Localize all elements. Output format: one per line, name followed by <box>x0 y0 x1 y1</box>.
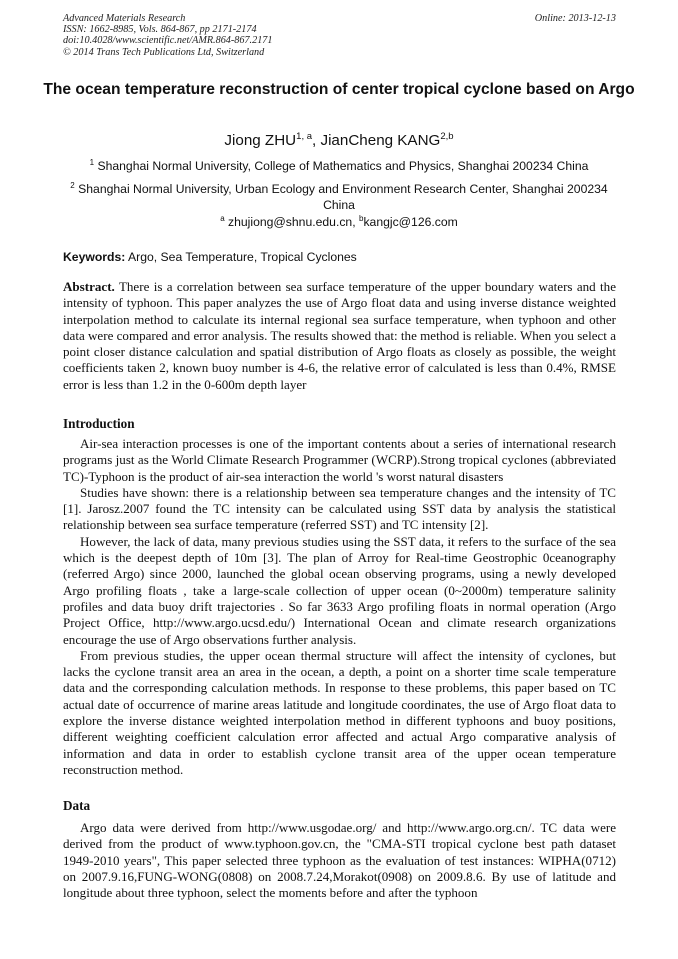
author-separator: , <box>312 132 321 150</box>
keywords-label: Keywords: <box>63 250 126 264</box>
email-marker: a <box>220 214 225 223</box>
affiliation-text: Shanghai Normal University, College of Mathematics and Physics, Shanghai 200234 China <box>97 159 589 174</box>
affiliation-marker: 1 <box>89 158 95 167</box>
affiliation-text: Shanghai Normal University, Urban Ecology and Environment Research Center, Shanghai 200234 China <box>78 182 608 212</box>
abstract-label: Abstract. <box>63 279 115 294</box>
author-superscript: 2,b <box>440 131 454 142</box>
email-address: kangjc@126.com <box>363 215 458 230</box>
introduction-heading: Introduction <box>63 416 135 431</box>
copyright-line: © 2014 Trans Tech Publications Ltd, Switzerland <box>63 46 265 58</box>
paragraph: Argo data were derived from http://www.usgodae.org/ and http://www.argo.org.cn/. TC data were derived from the product of www.typhoon.gov.cn, the "CMA-STI tropical cyclone best path dataset 1949-2010 years", This paper selected three typhoon as the evaluation of test instances: WIPHA(0712) on 2007.9.16,FUNG-WONG(0808) on 2008.7.24,Morakot(0908) on 2009.8.6. By use of latitude and longitude about three typhoon, select the moments before and after the typhoon <box>63 820 616 901</box>
author-superscript: 1, a <box>296 131 313 142</box>
email-address: zhujiong@shnu.edu.cn <box>228 215 353 230</box>
abstract-paragraph <box>63 279 616 393</box>
affiliation-2 <box>60 178 618 213</box>
data-body <box>63 820 616 901</box>
affiliation-marker: 2 <box>70 181 75 190</box>
email-separator: , <box>352 215 359 230</box>
paper-title: The ocean temperature reconstruction of center tropical cyclone based on Argo <box>43 81 635 98</box>
online-date: Online: 2013-12-13 <box>534 13 616 24</box>
data-heading: Data <box>63 798 91 813</box>
introduction-body <box>63 436 616 778</box>
paragraph: However, the lack of data, many previous studies using the SST data, it refers to the surface of the sea which is the deepest depth of 10m [3]. The plan of Arroy for Real-time Geostrophic 0ceanography (referred Argo) since 2000, launched the global ocean observing programs, using a newly developed Argo profiling floats , take a large-scale collection of upper ocean (0~2000m) temperature salinity profiles and data buoy drift trajectories . So far 3633 Argo profiling floats in normal operation (Argo Project Office, http://www.argo.ucsd.edu/) International Ocean and climate research organizations encourage the use of Argo observations further analysis. <box>63 533 616 647</box>
keywords <box>63 250 616 265</box>
email-marker: b <box>359 214 364 223</box>
abstract-text: There is a correlation between sea surface temperature of the upper boundary waters and the intensity of typhoon. This paper analyzes the use of Argo float data and using inverse distance weighted interpolation method to calculate its internal regional sea surface temperature, when typhoon and other data were compared and error analysis. The results showed that: the method is reliable. When you select a point closer distance calculation and spatial distribution of Argo floats as closely as possible, the weight coefficients taken 2, known buoy number is 4-6, the relative error of calculated is less than 0.4%, RMSE error is less than 1.2 in the 0-600m depth layer <box>63 279 616 392</box>
issn-line: ISSN: 1662-8985, Vols. 864-867, pp 2171-2174 <box>63 24 257 36</box>
doi-line: doi:10.4028/www.scientific.net/AMR.864-867.2171 <box>63 35 273 47</box>
journal-header <box>63 13 616 58</box>
paragraph: Studies have shown: there is a relationship between sea temperature changes and the intensity of TC [1]. Jarosz.2007 found the TC intensity can be calculated using SST data by analysis the statistical relationship between sea surface temperature (referred SST) and TC intensity [2]. <box>63 484 616 533</box>
author-name: Jiong ZHU <box>224 132 297 150</box>
email-line <box>60 211 618 231</box>
paragraph: From previous studies, the upper ocean thermal structure will affect the intensity of cyclones, but lacks the cyclone transit area an area in the ocean, a depth, a point on a shorter time scale temperature data and the corresponding calculation methods. In response to these problems, this paper based on TC actual date of occurrence of marine areas latitude and longitude coordinates, the use of Argo float data to explore the inverse distance weighted interpolation method in different typhoons and buoy positions, different weighting coefficient calculation error affected and actual Argo comparative analysis of information and data in order to establish cyclone transit area of the upper ocean temperature reconstruction method. <box>63 647 616 777</box>
author-name: JianCheng KANG <box>320 132 441 150</box>
abstract <box>63 279 616 393</box>
keywords-text: Argo, Sea Temperature, Tropical Cyclones <box>128 250 357 264</box>
affiliation-1 <box>60 155 618 175</box>
author-line <box>0 128 678 150</box>
paragraph: Air-sea interaction processes is one of the important contents about a series of international research programs just as the World Climate Research Programmer (WCRP).Strong tropical cyclones (abbreviated TC)-Typhoon is the product of air-sea interaction the world 's worst natural disasters <box>63 436 616 484</box>
journal-name: Advanced Materials Research <box>63 13 186 24</box>
